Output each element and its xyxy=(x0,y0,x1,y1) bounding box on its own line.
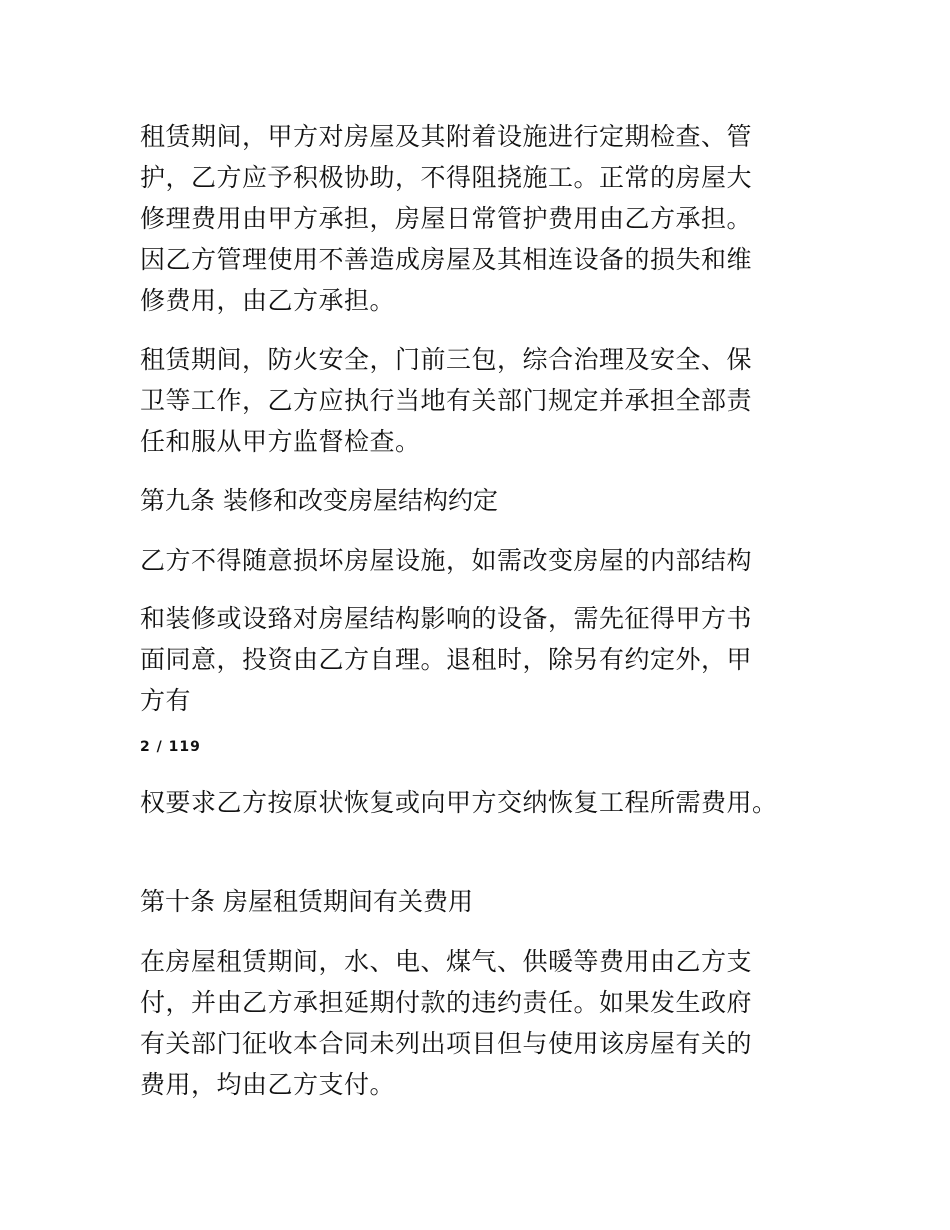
page-number-indicator: 2 / 119 xyxy=(140,739,201,755)
text-line: 在房屋租赁期间，水、电、煤气、供暖等费用由乙方支 xyxy=(140,947,753,976)
text-line: 权要求乙方按原状恢复或向甲方交纳恢复工程所需费用。 xyxy=(140,788,778,817)
text-line: 因乙方管理使用不善造成房屋及其相连设备的损失和维 xyxy=(140,245,753,274)
paragraph-renovation-consent xyxy=(140,598,830,721)
paragraph-inspection-maintenance xyxy=(140,116,830,321)
text-line: 方有 xyxy=(140,686,192,715)
text-line: 付，并由乙方承担延期付款的违约责任。如果发生政府 xyxy=(140,988,753,1017)
text-line: 乙方不得随意损坏房屋设施，如需改变房屋的内部结构 xyxy=(140,546,753,575)
text-line: 面同意，投资由乙方自理。退租时，除另有约定外，甲 xyxy=(140,645,753,674)
text-line: 租赁期间，防火安全，门前三包，综合治理及安全、保 xyxy=(140,345,753,374)
paragraph-fire-safety xyxy=(140,339,830,462)
text-line: 卫等工作，乙方应执行当地有关部门规定并承担全部责 xyxy=(140,386,753,415)
text-line: 任和服从甲方监督检查。 xyxy=(140,427,421,456)
text-line: 修理费用由甲方承担，房屋日常管护费用由乙方承担。 xyxy=(140,204,753,233)
text-line: 护，乙方应予积极协助，不得阻挠施工。正常的房屋大 xyxy=(140,163,753,192)
paragraph-no-damage xyxy=(140,540,830,581)
text-line: 费用，均由乙方支付。 xyxy=(140,1070,396,1099)
text-line: 有关部门征收本合同未列出项目但与使用该房屋有关的 xyxy=(140,1029,753,1058)
text-line: 租赁期间，甲方对房屋及其附着设施进行定期检查、管 xyxy=(140,122,753,151)
paragraph-utility-fees xyxy=(140,941,830,1105)
paragraph-restoration xyxy=(140,782,830,823)
section-heading-article-9: 第九条 装修和改变房屋结构约定 xyxy=(140,486,498,515)
section-heading-article-10: 第十条 房屋租赁期间有关费用 xyxy=(140,887,473,916)
text-line: 修费用，由乙方承担。 xyxy=(140,286,396,315)
text-line: 和装修或设臵对房屋结构影响的设备，需先征得甲方书 xyxy=(140,604,753,633)
